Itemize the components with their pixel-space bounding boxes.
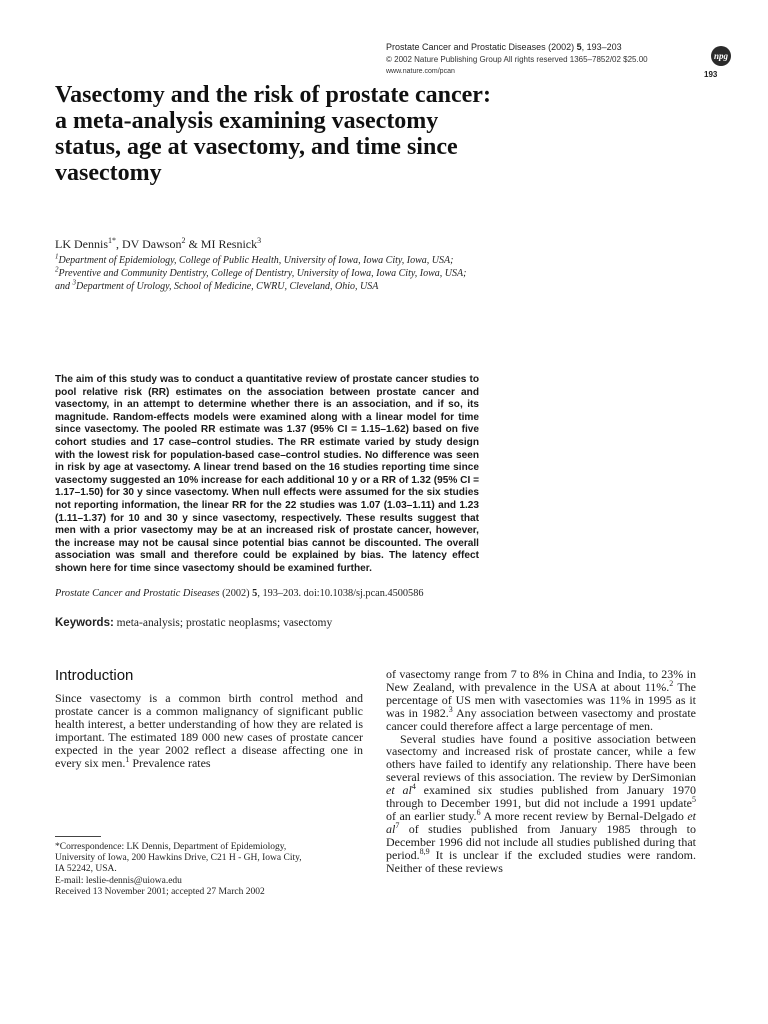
affil-1: Department of Epidemiology, College of Public Health, University of Iowa, Iowa City, Iowa, USA;: [58, 255, 454, 266]
citation: [55, 588, 495, 599]
intro-text: A more recent review by Bernal-Delgado: [480, 808, 688, 823]
affil-2-sup: 2: [55, 265, 59, 274]
author-2-sup: 2: [181, 236, 186, 245]
correspondence-line: University of Iowa, 200 Hawkins Drive, C21 H - GH, Iowa City,: [55, 853, 302, 864]
ref-sup[interactable]: 2: [669, 678, 674, 688]
intro-text: examined six studies published from January 1970 through to December 1991, but did not include a 1991 update: [386, 783, 697, 811]
citation-year: (2002): [219, 588, 253, 599]
intro-text: of vasectomy range from 7 to 8% in China and India, to 23% in New Zealand, with prevalence in the USA at about 11%.: [386, 667, 696, 694]
intro-text: Any association between vasectomy and prostate cancer could therefore affect a large percentage of men.: [386, 705, 696, 733]
author-3-sup: 3: [257, 236, 262, 245]
intro-right-column: [386, 668, 696, 875]
author-1: LK Dennis: [55, 237, 108, 251]
article-title: Vasectomy and the risk of prostate cancer: a meta-analysis examining vasectomy status, age at vasectomy, and time since vasectomy: [55, 82, 491, 186]
abstract: The aim of this study was to conduct a quantitative review of prostate cancer studies to pool relative risk (RR) estimates on the association between prostate cancer and vasectomy, in an attempt to determine whether there is an association, and if so, its magnitude. Random-effects models were examined along with a linear model for time since vasectomy. The pooled RR estimate was 1.37 (95% CI = 1.15–1.62) based on five cohort studies and 17 case–control studies. The RR estimate varied by study design with the lowest risk for population-based case–control studies. No difference was seen in risk by age at vasectomy. A linear trend based on the 16 studies reporting time since vasectomy suggested an 10% increase for each additional 10 y or a RR of 1.32 (95% CI = 1.17–1.50) for 30 y since vasectomy. When null effects were assumed for the six studies not reporting information, the linear RR for the 22 studies was 1.07 (1.03–1.11) and 1.23 (1.11–1.37) for 10 and 30 y since vasectomy, respectively. These results suggest that men with a prior vasectomy may be at an increased risk of prostate cancer, however, the increase may not be causal since potential bias cannot be discounted. The overall association was small and therefore could be explained by bias. The latency effect shown here for time since vasectomy should be examined further.: [55, 374, 479, 574]
journal-pages: , 193–203: [581, 42, 622, 52]
author-2: , DV Dawson: [116, 237, 182, 251]
journal-name: Prostate Cancer and Prostatic Diseases (2002): [386, 42, 575, 52]
ref-sup[interactable]: 1: [125, 754, 130, 764]
intro-text: The percentage of US men with vasectomies was 11% in 1995 as it was in 1982.: [386, 679, 696, 720]
journal-url[interactable]: www.nature.com/pcan: [386, 68, 455, 75]
author-list: [55, 237, 261, 252]
ref-sup[interactable]: 5: [692, 795, 696, 805]
keywords-text: meta-analysis; prostatic neoplasms; vasectomy: [113, 617, 333, 629]
citation-journal: Prostate Cancer and Prostatic Diseases: [55, 588, 220, 599]
keywords-label: Keywords:: [55, 617, 114, 629]
intro-text: Several studies have found a positive association between vasectomy and increased risk of prostate cancer, while a few others have failed to identify any relationship. There have been several reviews of this association. The review by DerSimonian: [386, 731, 696, 785]
author-3: & MI Resnick: [185, 237, 258, 251]
ref-sup[interactable]: 7: [395, 820, 400, 830]
ref-sup[interactable]: 6: [476, 807, 481, 817]
affil-1-sup: 1: [55, 252, 59, 261]
npg-logo-icon: npg: [711, 46, 731, 66]
ref-sup[interactable]: 4: [411, 782, 416, 792]
affil-3-sup: 3: [72, 278, 76, 287]
ref-sup[interactable]: 8,9: [419, 846, 430, 856]
page-number: 193: [704, 70, 718, 79]
intro-paragraph: [386, 733, 696, 875]
affiliations: [55, 254, 475, 293]
correspondence-email[interactable]: E-mail: leslie-dennis@uiowa.edu: [55, 875, 182, 886]
correspondence-line: IA 52242, USA.: [55, 864, 117, 875]
intro-text: Prevalence rates: [129, 755, 211, 770]
journal-header: [386, 42, 622, 52]
intro-text: Since vasectomy is a common birth control method and prostate cancer is a common malignancy of significant public health interest, a better understanding of how they are related is important. The estimated 189 000 new cases of prostate cancer expected in the year 2002 reflect a disease affecting one in every six men.: [55, 691, 363, 770]
ref-sup[interactable]: 3: [448, 704, 453, 714]
received-dates: Received 13 November 2001; accepted 27 March 2002: [55, 886, 265, 897]
correspondence-line: *Correspondence: LK Dennis, Department of Epidemiology,: [55, 842, 287, 852]
intro-text: of an earlier study.: [386, 808, 477, 823]
intro-text: of studies published from January 1985 through to December 1996 did not include all studies published during that period.: [386, 821, 696, 862]
keywords: [55, 617, 332, 629]
et-al: et al: [386, 808, 697, 836]
copyright-line: © 2002 Nature Publishing Group All rights reserved 1365–7852/02 $25.00: [386, 55, 648, 64]
intro-text: It is unclear if the excluded studies were random. Neither of these reviews: [386, 847, 696, 875]
author-1-sup: 1*: [108, 236, 116, 245]
correspondence-footnote: [55, 842, 375, 898]
introduction-heading: Introduction: [55, 667, 134, 684]
citation-volume: 5: [252, 588, 258, 599]
intro-paragraph: [55, 692, 363, 769]
citation-doi[interactable]: , 193–203. doi:10.1038/sj.pcan.4500586: [257, 588, 424, 599]
intro-paragraph: [386, 668, 696, 733]
affil-3: Department of Urology, School of Medicine, CWRU, Cleveland, Ohio, USA: [76, 281, 379, 292]
et-al: et al: [386, 783, 412, 798]
footnote-rule: [55, 836, 101, 837]
journal-volume: 5: [576, 42, 582, 52]
intro-left-column: [55, 692, 363, 769]
affil-2: Preventive and Community Dentistry, College of Dentistry, University of Iowa, Iowa City, Iowa, USA; and: [55, 268, 467, 292]
